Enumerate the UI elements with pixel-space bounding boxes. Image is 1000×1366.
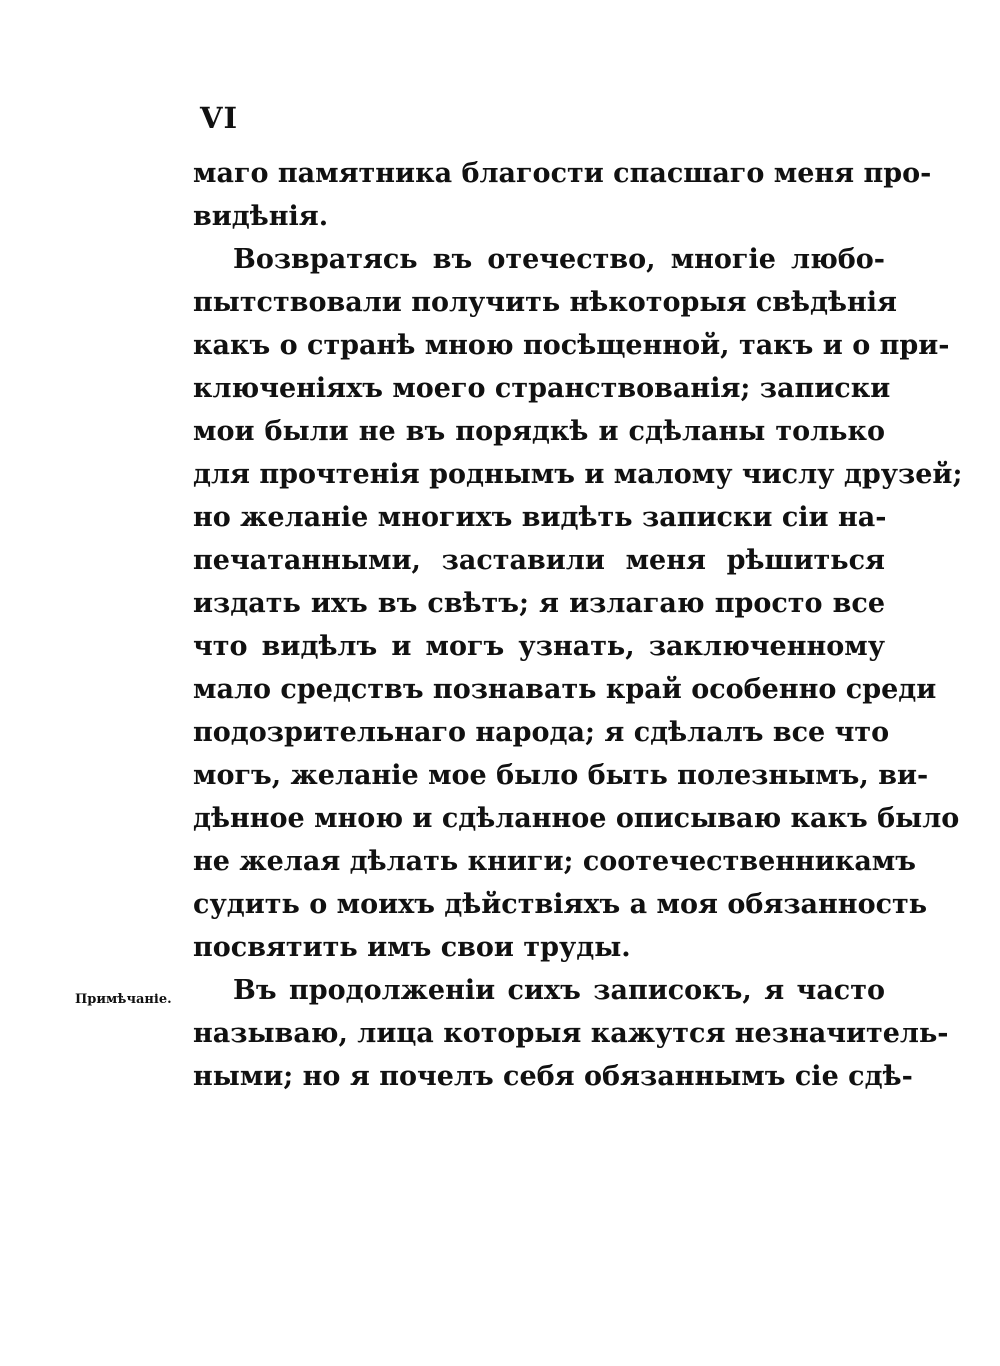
text-line: подозрительнаго народа; я сдѣлалъ все что: [193, 717, 890, 748]
text-line: видѣнія.: [193, 201, 329, 232]
text-line: судить о моихъ дѣйствіяхъ а моя обязанность: [193, 889, 928, 920]
text-line: какъ о странѣ мною посѣщенной, такъ и о при-: [193, 330, 950, 361]
text-line: могъ, желаніе мое было быть полезнымъ, ви-: [193, 760, 929, 791]
body-text: [193, 152, 963, 1098]
page-number: VI: [200, 101, 239, 135]
text-line: печатанными, заставили меня рѣшиться: [193, 545, 885, 576]
text-line: ключеніяхъ моего странствованія; записки: [193, 373, 891, 404]
text-line: посвятить имъ свои труды.: [193, 932, 631, 963]
margin-note: Примѣчаніе.: [75, 992, 172, 1007]
text-line: для прочтенія роднымъ и малому числу друзей;: [193, 459, 963, 490]
text-line: не желая дѣлать книги; соотечественникамъ: [193, 846, 916, 877]
text-line: что видѣлъ и могъ узнать, заключенному: [193, 631, 885, 662]
text-line: ными; но я почелъ себя обязаннымъ сіе сдѣ-: [193, 1061, 913, 1092]
text-line: Возвратясь въ отечество, многіе любо-: [233, 244, 885, 275]
text-line: Въ продолженіи сихъ записокъ, я часто: [233, 975, 885, 1006]
text-line: маго памятника благости спасшаго меня про-: [193, 158, 932, 189]
text-line: называю, лица которыя кажутся незначитель-: [193, 1018, 949, 1049]
text-line: дѣнное мною и сдѣланное описываю какъ было: [193, 803, 960, 834]
text-line: но желаніе многихъ видѣть записки сіи на-: [193, 502, 887, 533]
text-line: мои были не въ порядкѣ и сдѣланы только: [193, 416, 885, 447]
text-line: мало средствъ познавать край особенно среди: [193, 674, 937, 705]
text-line: издать ихъ въ свѣтъ; я излагаю просто все: [193, 588, 885, 619]
text-line: пытствовали получить нѣкоторыя свѣдѣнія: [193, 287, 897, 318]
